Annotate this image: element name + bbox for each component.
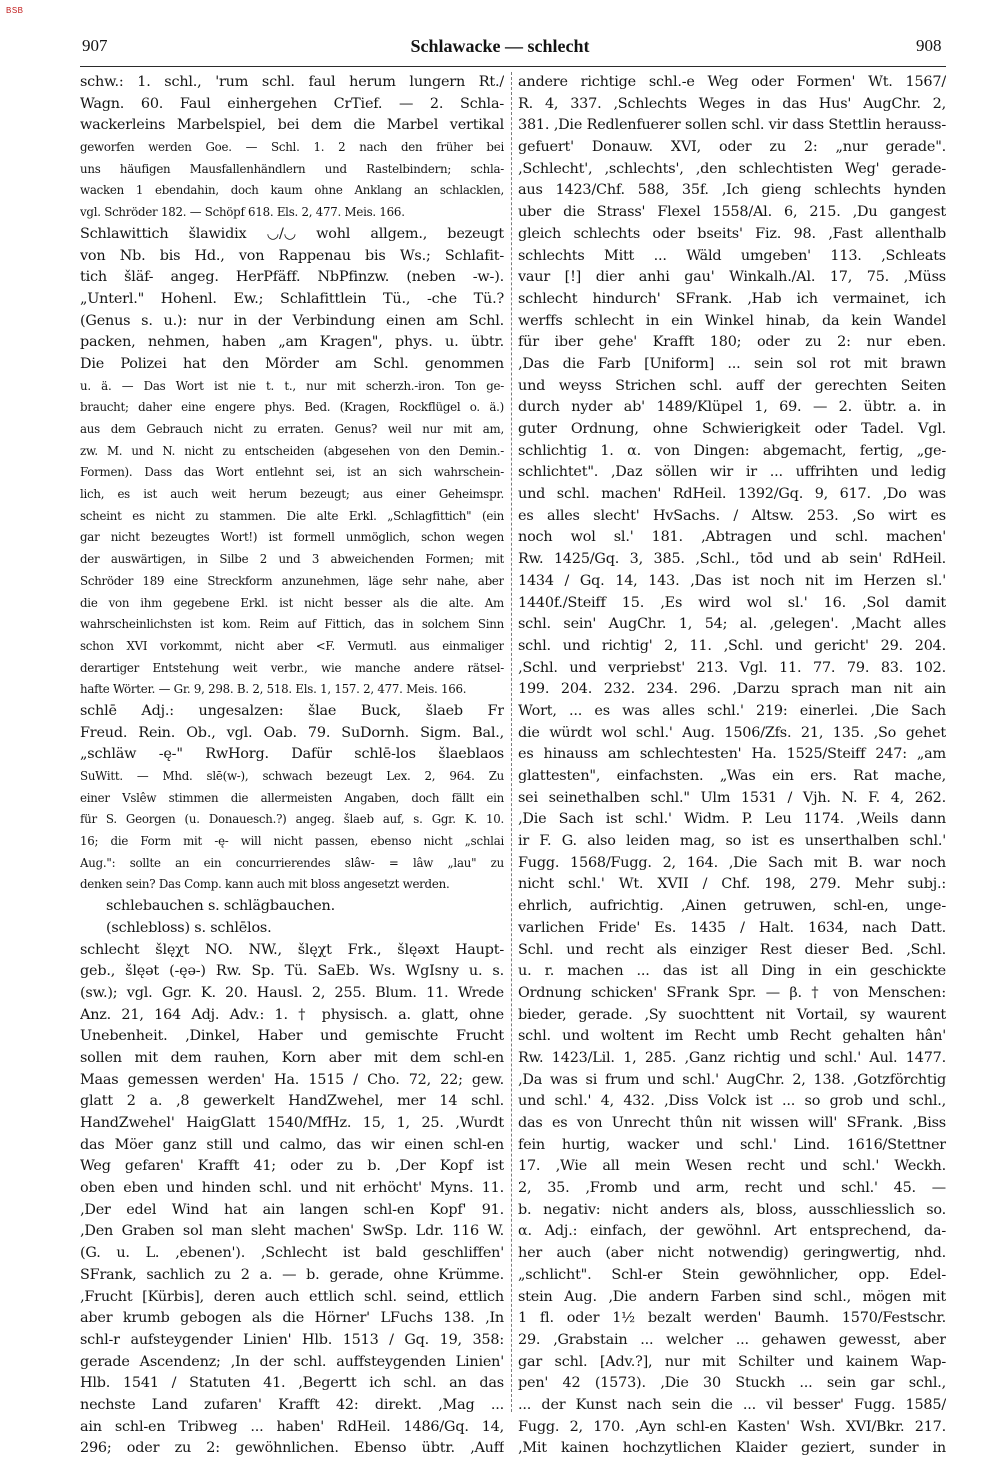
- text-line: Rw. 1423/Lil. 1, 285. ‚Ganz richtig und schl.' Aul. 1477.: [518, 1049, 946, 1066]
- text-line: 29. ‚Grabstain ... welcher ... gehawen gewesst, aber: [518, 1331, 946, 1348]
- text-line: R. 4, 337. ‚Schlechts Weges in das Hus' AugChr. 2,: [518, 95, 946, 112]
- text-line: geb., šlęət (-ęə-) Rw. Sp. Tü. SaEb. Ws. WgIsny u. s.: [80, 963, 504, 980]
- text-line: varlichen Fride' Es. 1435 / Halt. 1634, nach Datt.: [518, 919, 946, 936]
- text-line: nechste Land zufaren' Krafft 42: direkt. ‚Mag ...: [80, 1396, 504, 1413]
- text-line: die würdt wol schl.' Aug. 1506/Zfs. 21, 135. ‚So gehet: [518, 724, 946, 741]
- right-column: [518, 72, 946, 1460]
- text-line: schl. sein' AugChr. 1, 54; al. ‚gelegen'. ‚Macht alles: [518, 616, 946, 633]
- text-line: Schl. und recht als einziger Rest dieser Bed. ‚Schl.: [518, 941, 946, 958]
- text-line: das Möer ganz still und calmo, das wir einen schl-en: [80, 1136, 504, 1153]
- text-line: tich šläf- angeg. HerPfäff. NbPfinzw. (neben -w-).: [80, 269, 504, 286]
- column-divider: [511, 72, 512, 1412]
- text-line: Rw. 1425/Gq. 3, 385. ‚Schl., tōd und ab sein' RdHeil.: [518, 551, 946, 568]
- text-line: 1 fl. oder 1½ bezalt werden' Baumh. 1570/Festschr.: [518, 1310, 946, 1327]
- text-line: Schlawittich šlawidix ◡/◡ wohl allgem., bezeugt: [80, 225, 504, 242]
- text-line: das es von Unrecht thûn nit wissen will' SFrank. ‚Biss: [518, 1115, 946, 1131]
- text-line: guter Ordnung, ohne Schwierigkeit oder Tadel. Vgl.: [518, 421, 946, 437]
- text-line: gleich schlechts oder bseits' Fiz. 98. ‚Fast allenthalb: [518, 225, 946, 242]
- text-line: Maas gemessen werden' Ha. 1515 / Cho. 72, 22; gew.: [80, 1071, 504, 1088]
- text-line: die von ihm gegebene Erkl. ist nicht besser als die alte. Am: [80, 595, 504, 610]
- text-line: hafte Wörter. — Gr. 9, 298. B. 2, 518. Els. 1, 157. 2, 477. Meis. 166.: [80, 682, 467, 697]
- text-line: wahrscheinlichsten ist kom. Reim auf Fittich, das in solchem Sinn: [80, 617, 504, 632]
- text-line: Unebenheit. ‚Dinkel, Haber und gemischte Frucht: [80, 1028, 504, 1045]
- text-line: gefuert' Donauw. XVI, oder zu 2: „nur gerade".: [518, 139, 946, 156]
- text-line: Ordnung schicken' SFrank Spr. — β. † von Menschen:: [518, 984, 946, 1001]
- text-line: und schl. machen' RdHeil. 1392/Gq. 9, 617. ‚Do was: [518, 486, 946, 503]
- text-line: vgl. Schröder 182. — Schöpf 618. Els. 2, 477. Meis. 166.: [80, 205, 405, 220]
- text-line: ain schl-en Tribweg ... haben' RdHeil. 1486/Gq. 14,: [80, 1418, 504, 1435]
- text-line: aber krumb gebogen als die Hörner' LFuchs 138. ‚In: [80, 1310, 504, 1327]
- text-line: 381. ‚Die Redlenfuerer sollen schl. vir dass Stettlin herauss-: [518, 117, 946, 134]
- text-line: u. r. machen ... das ist all Ding in ein geschickte: [518, 963, 946, 980]
- text-line: gar nicht bezeugtes Wort!) ist formell unmöglich, schon wegen: [80, 530, 504, 545]
- text-line: pen' 42 (1573). ‚Die 30 Stuckh ... sein gar schl.,: [518, 1375, 946, 1392]
- text-line: schlecht hindurch' SFrank. ‚Hab ich vermainet, ich: [518, 290, 946, 307]
- text-line: ‚Das die Farb [Uniform] ... sein sol rot mit brawn: [518, 355, 946, 372]
- text-line: schl. und richtig' 2, 11. ‚Schl. und gericht' 29. 204.: [518, 637, 946, 654]
- text-line: schon XVI vorkommt, nicht aber <F. Vermutl. aus einmaliger: [80, 638, 504, 653]
- text-line: (Genus s. u.): nur in der Verbindung einen am Schl.: [80, 312, 504, 329]
- text-line: werffs schlecht in ein Winkel hinab, da kein Wandel: [518, 312, 946, 329]
- text-line: braucht; daher eine engere phys. Bed. (Kragen, Rockflügel o. ä.): [80, 400, 504, 415]
- text-line: vaur [!] dier anhi gau' Winkalh./Al. 17, 75. ‚Müss: [518, 269, 946, 286]
- text-line: (G. u. L. ‚ebenen'). ‚Schlecht ist bald geschliffen': [80, 1245, 504, 1262]
- text-line: „Unterl." Hohenl. Ew.; Schlafittlein Tü., -che Tü.?: [80, 290, 504, 307]
- text-line: uber die Strass' Flexel 1558/Al. 6, 215. ‚Du gangest: [518, 204, 946, 221]
- text-line: schlē Adj.: ungesalzen: šlae Buck, šlaeb Fr: [80, 702, 504, 719]
- text-line: Die Polizei hat den Mörder am Schl. genommen: [80, 355, 504, 372]
- text-line: ehrlich, aufrichtig. ‚Ainen getruwen, schl-en, unge-: [518, 898, 946, 915]
- text-line: 2, 35. ‚Fromb und arm, recht und schl.' 45. —: [518, 1180, 946, 1197]
- text-line: schlichtig 1. α. von Dingen: abgemacht, fertig, „ge-: [518, 442, 946, 459]
- text-line: einer Vslêw stimmen die allermeisten Angaben, doch fällt ein: [80, 790, 504, 805]
- text-line: Wort, ... es was alles schl.' 219: einerlei. ‚Die Sach: [518, 702, 946, 719]
- text-line: es alles slecht' HvSachs. / Altsw. 253. ‚So wirt es: [518, 507, 946, 524]
- text-line: aus 1423/Chf. 588, 35f. ‚Ich gieng schlechts hynden: [518, 182, 946, 199]
- page-number-left: 907: [82, 36, 108, 55]
- page-number-right: 908: [916, 36, 942, 55]
- text-line: stein Aug. ‚Die andern Farben sind schl., mögen mit: [518, 1288, 946, 1305]
- text-line: zw. M. und N. nicht zu entscheiden (abgesehen von den Demin.-: [80, 443, 504, 458]
- text-line: ‚Mit kainen hochzytlichen Klaider geziert, sunder in: [518, 1440, 946, 1457]
- text-line: ‚Den Graben sol man sleht machen' SwSp. Ldr. 116 W.: [80, 1223, 504, 1240]
- text-line: sollen mit dem rauhen, Korn aber mit dem schl-en: [80, 1049, 504, 1066]
- text-line: gerade Ascendenz; ‚In der schl. auffsteygenden Linien': [80, 1353, 504, 1370]
- text-line: Fugg. 2, 170. ‚Ayn schl-en Kasten' Wsh. XVI/Bkr. 217.: [518, 1418, 946, 1435]
- text-line: ir F. G. also leiden mag, so ist es unserthalben schl.': [518, 833, 946, 850]
- text-line: und schl.' 4, 432. ‚Diss Volck ist ... so grob und schl.,: [518, 1093, 946, 1110]
- text-line: Wagn. 60. Faul einhergehen CrTief. — 2. Schla-: [80, 95, 504, 112]
- text-line: für iber gehe' Krafft 180; oder zu 2: nur eben.: [518, 334, 946, 351]
- text-line: her auch (aber nicht notwendig) geringwertig, nhd.: [518, 1245, 946, 1262]
- text-line: packen, nehmen, haben „am Kragen", phys. u. übtr.: [80, 334, 504, 351]
- text-line: (sw.); vgl. Ggr. K. 20. Hausl. 2, 255. Blum. 11. Wrede: [80, 984, 504, 1001]
- text-line: fein hurtig, wacker und schl.' Lind. 1616/Stettner: [518, 1136, 946, 1153]
- text-line: glattesten", einfachsten. „Was ein ers. Rat mache,: [518, 768, 946, 784]
- text-line: schlecht šlęχt NO. NW., šlęχt Frk., šlęəxt Haupt-: [80, 941, 504, 958]
- text-line: und weyss Strichen schl. auff der gerechten Seiten: [518, 377, 946, 394]
- text-line: Freud. Rein. Ob., vgl. Oab. 79. SuDornh. Sigm. Bal.,: [80, 724, 504, 741]
- text-line: 1434 / Gq. 14, 143. ‚Das ist noch nit im Herzen sl.': [518, 572, 946, 589]
- text-line: 1440f./Steiff 15. ‚Es wird wol sl.' 16. ‚Sol damit: [518, 594, 946, 611]
- text-line: andere richtige schl.-e Weg oder Formen' Wt. 1567/: [518, 74, 946, 90]
- text-line: 199. 204. 232. 234. 296. ‚Darzu sprach man nit ain: [518, 681, 946, 698]
- text-line: es hinauss am schlechtesten' Ha. 1525/Steiff 247: „am: [518, 746, 946, 763]
- text-line: geworfen werden Goe. — Schl. 1. 2 nach den früher bei: [80, 140, 504, 155]
- text-line: schlechts Mitt ... Wäld umgeben' 113. ‚Schleats: [518, 247, 946, 264]
- library-mark: BSB: [6, 6, 24, 15]
- text-line: Hlb. 1541 / Statuten 41. ‚Begertt ich schl. an das: [80, 1375, 504, 1392]
- text-line: „schlicht". Schl-er Stein gewöhnlicher, opp. Edel-: [518, 1266, 946, 1283]
- text-line: aus dem Gebrauch nicht zu erraten. Genus? weil nur mit am,: [80, 422, 504, 436]
- text-line: wackerleins Marbelspiel, bei dem die Marbel vertikal: [80, 117, 504, 134]
- text-line: der auswärtigen, in Silbe 2 und 3 abweichenden Formen; mit: [80, 552, 504, 567]
- text-line: nicht schl.' Wt. XVII / Chf. 198, 279. Mehr subj.:: [518, 876, 946, 893]
- text-line: bieder, gerade. ‚Sy suochttent nit Vortail, sy waurent: [518, 1006, 946, 1023]
- text-line: für S. Georgen (u. Donauesch.?) angeg. šlaeb auf, s. Ggr. K. 10.: [80, 812, 504, 827]
- text-line: glatt 2 a. ‚8 gewerkelt HandZwehel, mer 14 schl.: [80, 1093, 504, 1110]
- text-line: oben eben und hinden schl. und nit erhöcht' Myns. 11.: [80, 1180, 504, 1197]
- text-line: sei seinethalben schl." Ulm 1531 / Vjh. N. F. 4, 262.: [518, 789, 946, 806]
- text-line: ‚Schlecht', ‚schlechts', ‚den schlechtisten Weg' gerade-: [518, 160, 946, 177]
- text-line: durch nyder ab' 1489/Klüpel 1, 69. — 2. übtr. a. in: [518, 399, 946, 416]
- text-line: „schläw -ę-" RwHorg. Dafür schlē-los šlaeblaos: [80, 746, 504, 763]
- text-line: schlichtet". ‚Daz söllen wir ir ... uffrihten und ledig: [518, 464, 946, 481]
- text-line: denken sein? Das Comp. kann auch mit bloss angesetzt werden.: [80, 877, 450, 892]
- text-line: SuWitt. — Mhd. slē(w-), schwach bezeugt Lex. 2, 964. Zu: [80, 769, 504, 783]
- text-line: ‚Schl. und verpriebst' 213. Vgl. 11. 77. 79. 83. 102.: [518, 659, 946, 676]
- text-line: Weg gefaren' Krafft 41; oder zu b. ‚Der Kopf ist: [80, 1158, 504, 1175]
- text-line: 16; die Form mit -ę- will nicht passen, ebenso nicht „schlai: [80, 834, 504, 849]
- text-line: 17. ‚Wie all mein Wesen recht und schl.' Weckh.: [518, 1158, 946, 1175]
- text-line: von Nb. bis Hd., von Rappenau bis Ws.; Schlafit-: [80, 247, 504, 264]
- text-line: α. Adj.: einfach, der gewöhnl. Art entsprechend, da-: [518, 1223, 946, 1240]
- text-line: scheint es nicht zu stammen. Die alte Erkl. „Schlagfittich" (ein: [80, 508, 504, 523]
- text-line: schl-r aufsteygender Linien' Hlb. 1513 / Gq. 19, 358:: [80, 1331, 504, 1348]
- text-line: Fugg. 1568/Fugg. 2, 164. ‚Die Sach mit B. war noch: [518, 854, 946, 871]
- text-line: uns häufigen Mausfallenhändlern und Rastelbindern; schla-: [80, 161, 504, 176]
- text-line: (schlebloss) s. schlēlos.: [106, 919, 272, 936]
- text-line: HandZwehel' HaigGlatt 1540/MfHz. 15, 1, 25. ‚Wurdt: [80, 1115, 504, 1131]
- text-line: schw.: 1. schl., 'rum schl. faul herum lungern Rt./: [80, 74, 504, 90]
- text-line: ‚Die Sach ist schl.' Widm. P. Leu 1174. ‚Weils dann: [518, 811, 946, 828]
- text-line: SFrank, sachlich zu 2 a. — b. gerade, ohne Krümme.: [80, 1266, 504, 1283]
- text-line: schlebauchen s. schlägbauchen.: [106, 898, 335, 915]
- text-line: Aug.": sollte an ein concurrierendes slâw- = lâw „lau" zu: [80, 855, 504, 870]
- text-line: ‚Der edel Wind hat ain langen schl-en Kopf' 91.: [80, 1201, 504, 1218]
- running-head: Schlawacke — schlecht: [410, 36, 590, 56]
- text-line: 296; oder zu 2: gewöhnlichen. Ebenso übtr. ‚Auff: [80, 1440, 504, 1457]
- text-line: ‚Frucht [Kürbis], deren auch ettlich schl. seind, ettlich: [80, 1288, 504, 1305]
- text-line: schl. und woltent im Recht umb Recht gehalten hân': [518, 1028, 946, 1045]
- text-line: gar schl. [Adv.?], nur mit Schilter und kainem Wap-: [518, 1353, 946, 1370]
- text-line: wacken 1 ebendahin, doch kaum ohne Anklang an schlacklen,: [80, 183, 504, 198]
- text-line: Formen). Dass das Wort entlehnt sei, ist an sich wahrschein-: [80, 465, 504, 480]
- text-line: ... der Kunst nach sein die ... vil besser' Fugg. 1585/: [518, 1396, 946, 1413]
- text-line: derartiger Entstehung weit verbr., wie manche andere rätsel-: [80, 660, 504, 675]
- text-line: lich, es ist auch weit herum bezeugt; aus einer Geheimspr.: [80, 487, 504, 502]
- text-line: noch wol sl.' 181. ‚Abtragen und schl. machen': [518, 529, 946, 546]
- text-line: ‚Da was si frum und schl.' AugChr. 2, 138. ‚Gotzförchtig: [518, 1071, 946, 1088]
- left-column: [80, 72, 504, 1460]
- header-rule: [80, 66, 946, 67]
- text-line: b. negativ: nicht anders als, bloss, ausschliesslich so.: [518, 1201, 946, 1218]
- text-line: Schröder 189 eine Streckform anzunehmen, läge sehr nahe, aber: [80, 573, 504, 588]
- text-line: Anz. 21, 164 Adj. Adv.: 1. † physisch. a. glatt, ohne: [80, 1006, 504, 1023]
- text-line: u. ä. — Das Wort ist nie t. t., nur mit scherzh.-iron. Ton ge-: [80, 378, 504, 393]
